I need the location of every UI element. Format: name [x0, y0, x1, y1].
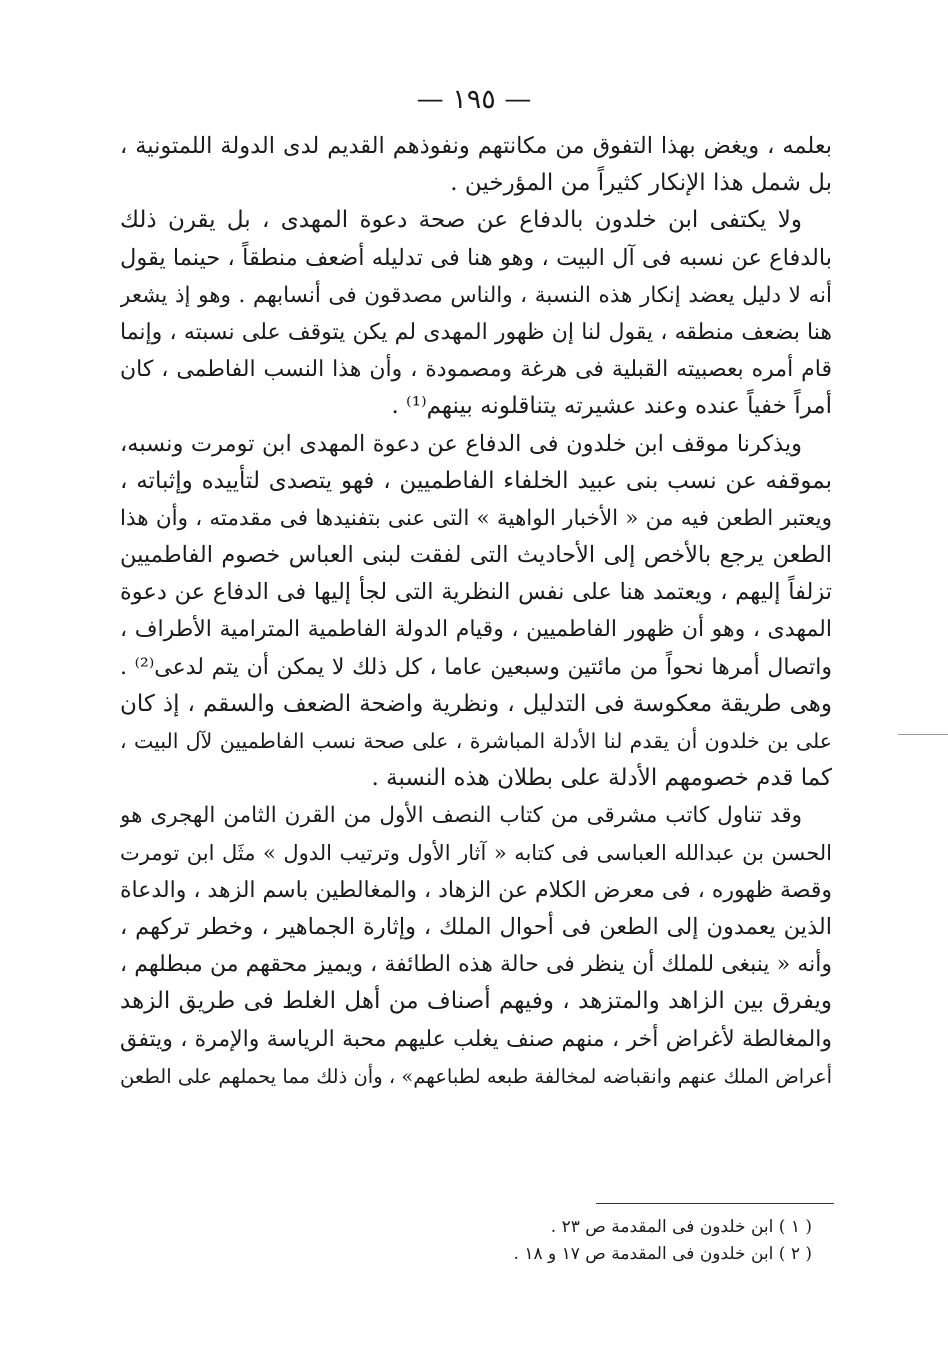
margin-mark — [898, 734, 948, 735]
text-line: ويفرق بين الزاهد والمتزهد ، وفيهم أصناف من أهل الغلط فى طريق الزهد — [120, 988, 832, 1015]
text-line: ولا يكتفى ابن خلدون بالدفاع عن صحة دعوة المهدى ، بل يقرن ذلك — [120, 207, 802, 234]
text-line: أمراً خفياً عنده وعند عشيرته يتناقلونه بينهم⁽¹⁾ . — [391, 393, 832, 420]
paragraph-3 — [120, 426, 832, 798]
text-line: هنا بضعف منطقه ، يقول لنا إن ظهور المهدى لم يكن يتوقف على نسبته ، وإنما — [120, 319, 832, 345]
text-line: بموقفه عن نسب بنى عبيد الخلفاء الفاطميين ، فهو يتصدى لتأييده وإثباته ، — [120, 467, 832, 494]
page-number: — ١٩٥ — — [416, 84, 532, 115]
text-line: وأنه « ينبغى للملك أن ينظر فى حالة هذه الطائفة ، ويميز محقهم من مبطلهم ، — [120, 952, 832, 978]
text-line: على بن خلدون أن يقدم لنا الأدلة المباشرة ، على صحة نسب الفاطميين لآل البيت ، — [120, 729, 832, 753]
text-line: الذين يعمدون إلى الطعن فى أحوال الملك ، وإثارة الجماهير ، وخطر تركهم ، — [120, 913, 832, 940]
text-line: وهى طريقة معكوسة فى التدليل ، ونظرية واضحة الضعف والسقم ، إذ كان — [120, 690, 832, 717]
body-text — [120, 128, 832, 1095]
text-line: أنه لا دليل يعضد إنكار هذه النسبة ، والناس مصدقون فى أنسابهم . وهو إذ يشعر — [120, 282, 832, 308]
text-line: أعراض الملك عنهم وانقباضه لمخالفة طبعه لطباعهم» ، وأن ذلك مما يحملهم على الطعن — [120, 1064, 832, 1088]
text-line: واتصال أمرها نحواً من مائتين وسبعين عاما ، كل ذلك لا يمكن أن يتم لدعى⁽²⁾ . — [120, 654, 832, 680]
text-line: الطعن يرجع بالأخص إلى الأحاديث التى لفقت لبنى العباس خصوم الفاطميين — [120, 542, 832, 569]
paragraph-4 — [120, 797, 832, 1095]
text-line: تزلفاً إليهم ، ويعتمد هنا على نفس النظرية التى لجأ إليها فى الدفاع عن دعوة — [120, 579, 832, 606]
paragraph-1 — [120, 128, 832, 202]
text-line: بالدفاع عن نسبه فى آل البيت ، وهو هنا فى تدليله أضعف منطقاً ، حينما يقول — [120, 244, 832, 271]
text-line: بعلمه ، ويغض بهذا التفوق من مكانتهم ونفوذهم القديم لدى الدولة اللمتونية ، — [120, 133, 832, 159]
footnotes — [300, 1214, 812, 1268]
footnote-divider — [596, 1203, 834, 1204]
text-line: ويعتبر الطعن فيه من « الأخبار الواهية » التى عنى بتفنيدها فى مقدمته ، وأن هذا — [120, 505, 832, 531]
text-line: وقصة ظهوره ، فى معرض الكلام عن الزهاد ، والمغالطين باسم الزهد ، والدعاة — [120, 877, 832, 903]
text-line: بل شمل هذا الإنكار كثيراً من المؤرخين . — [450, 170, 832, 197]
text-line: والمغالطة لأغراض أخر ، منهم صنف يغلب عليهم محبة الرياسة والإمرة ، ويتفق — [120, 1026, 832, 1052]
text-line: وقد تناول كاتب مشرقى من كتاب النصف الأول من القرن الثامن الهجرى هو — [120, 803, 802, 829]
text-line: ويذكرنا موقف ابن خلدون فى الدفاع عن دعوة المهدى ابن تومرت ونسبه، — [120, 430, 802, 457]
paragraph-2 — [120, 202, 832, 425]
text-line: كما قدم خصومهم الأدلة على بطلان هذه النسبة . — [371, 765, 832, 792]
text-line: قام أمره بعصبيته القبلية فى هرغة ومصمودة ، وأن هذا النسب الفاطمى ، كان — [120, 357, 832, 383]
footnote-1: ( ١ ) ابن خلدون فى المقدمة ص ٢٣ . — [550, 1217, 812, 1237]
text-line: الحسن بن عبدالله العباسى فى كتابه « آثار الأول وترتيب الدول » مثَل ابن تومرت — [120, 840, 832, 865]
text-line: المهدى ، وهو أن ظهور الفاطميين ، وقيام الدولة الفاطمية المترامية الأطراف ، — [120, 617, 832, 643]
footnote-2: ( ٢ ) ابن خلدون فى المقدمة ص ١٧ و ١٨ . — [513, 1244, 812, 1264]
